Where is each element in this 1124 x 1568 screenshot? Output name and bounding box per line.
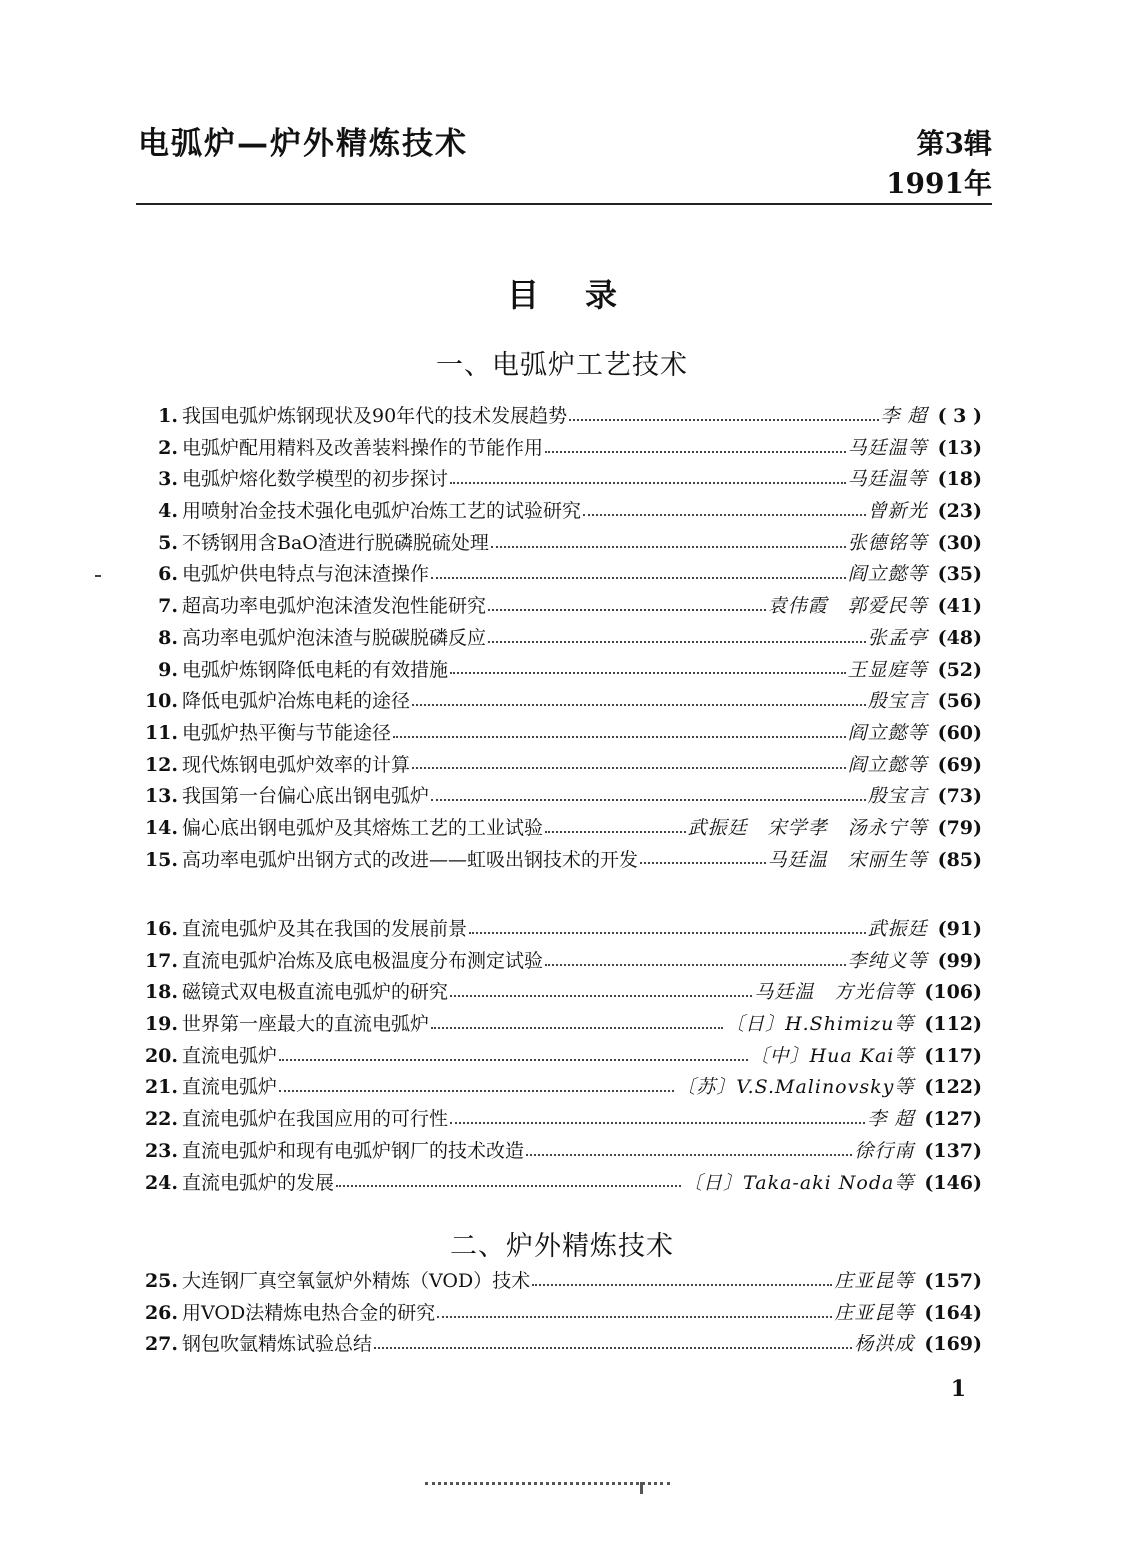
entry-page: (30) (937, 531, 982, 554)
entry-title: 世界第一座最大的直流电弧炉 (182, 1013, 430, 1036)
toc-entry (134, 1168, 982, 1200)
toc-entry (134, 1104, 982, 1136)
dot-leader (437, 1316, 832, 1318)
entry-author: 张德铭等 (847, 531, 928, 554)
toc-entry (134, 781, 982, 813)
entry-page: (106) (924, 981, 982, 1004)
entry-title: 偏心底出钢电弧炉及其熔炼工艺的工业试验 (182, 816, 544, 839)
dot-leader (279, 1090, 674, 1092)
page-number: 1 (950, 1376, 966, 1402)
entry-title: 直流电弧炉和现有电弧炉钢厂的技术改造 (182, 1139, 525, 1162)
dot-leader (488, 609, 766, 611)
dot-leader (545, 451, 846, 453)
dot-leader (431, 799, 866, 801)
entry-title: 电弧炉配用精料及改善装料操作的节能作用 (182, 436, 544, 459)
entry-number: 13. (144, 785, 178, 808)
dot-leader (431, 577, 846, 579)
entry-number: 20. (144, 1044, 178, 1067)
entry-author: 庄亚昆等 (834, 1270, 915, 1292)
entry-page: (164) (924, 1301, 982, 1324)
toc-entry (134, 496, 982, 528)
toc-list (134, 401, 982, 876)
entry-title: 钢包吹氩精炼试验总结 (182, 1333, 373, 1356)
entry-author: 马廷温 方光信等 (754, 981, 915, 1004)
entry-page: (99) (937, 949, 982, 972)
dot-leader (393, 736, 846, 738)
entry-number: 17. (144, 949, 178, 972)
toc-entry (134, 977, 982, 1009)
entry-title: 高功率电弧炉泡沫渣与脱碳脱磷反应 (182, 626, 487, 649)
entry-page: (146) (924, 1171, 982, 1194)
dot-leader (450, 672, 846, 674)
section-heading-1: 一、电弧炉工艺技术 (436, 350, 688, 381)
entry-number: 15. (144, 848, 178, 871)
entry-page: (48) (937, 626, 982, 649)
volume-label: 第3辑 (916, 127, 992, 160)
entry-number: 7. (158, 595, 178, 618)
entry-title: 电弧炉供电特点与泡沫渣操作 (182, 563, 430, 586)
entry-page: ( 3 ) (937, 405, 982, 427)
entry-page: (157) (924, 1270, 982, 1292)
entry-page: (52) (937, 658, 982, 681)
toc-entry (134, 813, 982, 845)
entry-number: 24. (144, 1171, 178, 1194)
entry-title: 直流电弧炉 (182, 1076, 278, 1099)
toc-entry (134, 655, 982, 687)
entry-page: (56) (937, 690, 982, 713)
entry-number: 25. (144, 1270, 178, 1292)
entry-number: 18. (144, 981, 178, 1004)
toc-entry (134, 401, 982, 433)
entry-title: 用VOD法精炼电热合金的研究 (182, 1301, 436, 1324)
toc-entry (134, 464, 982, 496)
entry-author: 阎立懿等 (847, 563, 928, 586)
dot-leader (336, 1185, 681, 1187)
entry-author: 阎立懿等 (847, 721, 928, 744)
dot-leader (450, 482, 846, 484)
entry-number: 3. (158, 468, 178, 491)
dot-leader (545, 831, 686, 833)
dot-leader (279, 1059, 748, 1061)
entry-author: 阎立懿等 (847, 753, 928, 776)
entry-number: 21. (144, 1076, 178, 1099)
entry-author: 马廷温 宋丽生等 (767, 848, 928, 871)
dot-leader (640, 862, 766, 864)
entry-author: 殷宝言 (867, 785, 928, 808)
toc-title: 目录 (506, 276, 663, 314)
entry-author: 庄亚昆等 (834, 1301, 915, 1324)
entry-title: 我国电弧炉炼钢现状及90年代的技术发展趋势 (182, 405, 568, 427)
entry-author: 武振廷 宋学孝 汤永宁等 (687, 816, 928, 839)
entry-number: 16. (144, 918, 178, 940)
toc-entry (134, 1072, 982, 1104)
entry-title: 用喷射冶金技术强化电弧炉冶炼工艺的试验研究 (182, 500, 582, 523)
entry-number: 11. (144, 721, 178, 744)
entry-page: (23) (937, 500, 982, 523)
entry-page: (112) (924, 1013, 982, 1036)
dot-leader (545, 964, 846, 966)
entry-number: 27. (144, 1333, 178, 1356)
entry-author: 〔日〕Taka-aki Noda等 (683, 1171, 915, 1194)
entry-number: 10. (144, 690, 178, 713)
toc-entry (134, 845, 982, 877)
entry-author: 马廷温等 (847, 468, 928, 491)
entry-title: 电弧炉熔化数学模型的初步探讨 (182, 468, 449, 491)
dot-leader (412, 704, 866, 706)
entry-author: 袁伟霞 郭爱民等 (767, 595, 928, 618)
entry-number: 14. (144, 816, 178, 839)
toc-list (134, 1266, 982, 1361)
entry-author: 李纯义等 (847, 949, 928, 972)
entry-author: 马廷温等 (847, 436, 928, 459)
entry-number: 9. (158, 658, 178, 681)
entry-title: 降低电弧炉冶炼电耗的途径 (182, 690, 411, 713)
entry-number: 12. (144, 753, 178, 776)
toc-entry (134, 1266, 982, 1298)
entry-title: 直流电弧炉在我国应用的可行性 (182, 1108, 449, 1131)
entry-page: (60) (937, 721, 982, 744)
entry-page: (79) (937, 816, 982, 839)
entry-title: 电弧炉热平衡与节能途径 (182, 721, 392, 744)
entry-author: 李 超 (880, 405, 928, 427)
toc-entry (134, 623, 982, 655)
entry-author: 李 超 (867, 1108, 915, 1131)
dot-leader (431, 1027, 723, 1029)
book-title: 电弧炉—炉外精炼技术 (138, 126, 468, 162)
entry-title: 现代炼钢电弧炉效率的计算 (182, 753, 411, 776)
entry-author: 张孟亭 (867, 626, 928, 649)
entry-number: 8. (158, 626, 178, 649)
entry-author: 殷宝言 (867, 690, 928, 713)
entry-number: 5. (158, 531, 178, 554)
dot-leader (450, 995, 752, 997)
entry-number: 26. (144, 1301, 178, 1324)
entry-page: (13) (937, 436, 982, 459)
dot-leader (374, 1347, 852, 1349)
entry-title: 不锈钢用含BaO渣进行脱磷脱硫处理 (182, 531, 489, 554)
entry-page: (35) (937, 563, 982, 586)
toc-entry (134, 1009, 982, 1041)
entry-author: 曾新光 (867, 500, 928, 523)
entry-number: 2. (158, 436, 178, 459)
scan-artifact (425, 1482, 670, 1485)
entry-page: (137) (924, 1139, 982, 1162)
entry-number: 1. (158, 405, 178, 427)
dot-leader (450, 1122, 865, 1124)
section-heading-2: 二、炉外精炼技术 (450, 1231, 674, 1262)
entry-author: 〔中〕Hua Kai等 (749, 1044, 915, 1067)
entry-page: (91) (937, 918, 982, 940)
entry-title: 磁镜式双电极直流电弧炉的研究 (182, 981, 449, 1004)
entry-page: (73) (937, 785, 982, 808)
toc-entry (134, 559, 982, 591)
dot-leader (569, 419, 878, 421)
entry-number: 23. (144, 1139, 178, 1162)
entry-page: (41) (937, 595, 982, 618)
entry-title: 电弧炉炼钢降低电耗的有效措施 (182, 658, 449, 681)
entry-title: 我国第一台偏心底出钢电弧炉 (182, 785, 430, 808)
toc-entry (134, 914, 982, 946)
entry-author: 徐行南 (854, 1139, 915, 1162)
toc-entry (134, 1136, 982, 1168)
entry-page: (127) (924, 1108, 982, 1131)
entry-author: 杨洪成 (854, 1333, 915, 1356)
entry-title: 高功率电弧炉出钢方式的改进——虹吸出钢技术的开发 (182, 848, 639, 871)
toc-entry (134, 686, 982, 718)
entry-page: (18) (937, 468, 982, 491)
dot-leader (491, 546, 846, 548)
entry-number: 4. (158, 500, 178, 523)
entry-title: 大连钢厂真空氧氩炉外精炼（VOD）技术 (182, 1270, 531, 1292)
entry-title: 直流电弧炉的发展 (182, 1171, 335, 1194)
entry-author: 〔日〕H.Shimizu等 (725, 1013, 915, 1036)
entry-title: 直流电弧炉冶炼及底电极温度分布测定试验 (182, 949, 544, 972)
dot-leader (526, 1154, 852, 1156)
scan-artifact (95, 575, 101, 577)
toc-entry (134, 750, 982, 782)
entry-page: (122) (924, 1076, 982, 1099)
toc-entry (134, 946, 982, 978)
entry-page: (69) (937, 753, 982, 776)
entry-author: 武振廷 (867, 918, 928, 940)
entry-page: (169) (924, 1333, 982, 1356)
entry-page: (85) (937, 848, 982, 871)
entry-page: (117) (924, 1044, 982, 1067)
entry-title: 超高功率电弧炉泡沫渣发泡性能研究 (182, 595, 487, 618)
entry-author: 〔苏〕V.S.Malinovsky等 (676, 1076, 915, 1099)
header-divider (136, 203, 992, 205)
toc-entry (134, 1041, 982, 1073)
dot-leader (412, 767, 846, 769)
year-label: 1991年 (886, 167, 992, 200)
toc-entry (134, 528, 982, 560)
toc-entry (134, 1329, 982, 1361)
toc-entry (134, 433, 982, 465)
entry-title: 直流电弧炉及其在我国的发展前景 (182, 918, 468, 940)
entry-number: 6. (158, 563, 178, 586)
dot-leader (469, 932, 866, 934)
dot-leader (583, 514, 866, 516)
entry-number: 19. (144, 1013, 178, 1036)
dot-leader (488, 641, 866, 643)
toc-entry (134, 591, 982, 623)
toc-list (134, 914, 982, 1199)
dot-leader (532, 1284, 832, 1286)
entry-title: 直流电弧炉 (182, 1044, 278, 1067)
entry-author: 王显庭等 (847, 658, 928, 681)
toc-entry (134, 718, 982, 750)
entry-number: 22. (144, 1108, 178, 1131)
toc-entry (134, 1298, 982, 1330)
